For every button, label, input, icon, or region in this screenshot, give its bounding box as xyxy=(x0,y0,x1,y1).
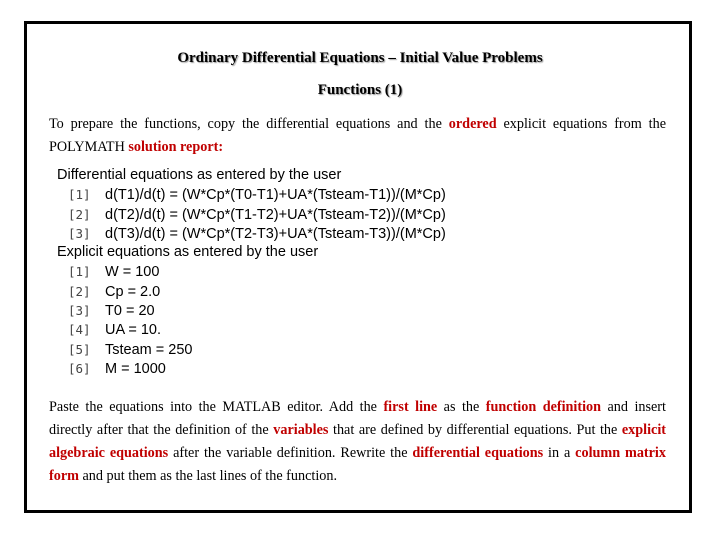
instructions-paragraph xyxy=(49,396,666,488)
explicit-line xyxy=(57,340,577,359)
explicit-line xyxy=(57,301,577,320)
slide-title: Ordinary Differential Equations – Initial Value Problems xyxy=(177,50,543,66)
outro-text: in a xyxy=(543,445,576,461)
outro-text: Paste the equations into the MATLAB editor. Add the xyxy=(49,399,384,415)
explicit-line xyxy=(57,320,577,339)
intro-highlight-ordered: ordered xyxy=(448,116,497,132)
equation-text: W = 100 xyxy=(105,264,160,281)
equation-text: d(T2)/d(t) = (W*Cp*(T1-T2)+UA*(Tsteam-T2))/(M*Cp) xyxy=(105,206,446,223)
equation-text: M = 1000 xyxy=(105,360,166,377)
equation-text: T0 = 20 xyxy=(105,303,155,320)
outro-text: and put them as the last lines of the function. xyxy=(78,468,338,484)
solution-report-block xyxy=(57,166,577,378)
line-number: [3] xyxy=(68,225,91,241)
explicit-line xyxy=(57,262,577,281)
equation-text: Cp = 2.0 xyxy=(105,283,161,300)
line-number: [2] xyxy=(68,206,91,222)
equation-text: UA = 10. xyxy=(105,322,162,339)
outro-text: as the xyxy=(437,399,486,415)
differential-line xyxy=(57,185,577,204)
line-number: [6] xyxy=(68,360,91,376)
equation-text: d(T3)/d(t) = (W*Cp*(T2-T3)+UA*(Tsteam-T3))/(M*Cp) xyxy=(105,225,446,242)
outro-highlight: function definition xyxy=(485,399,602,415)
differential-line xyxy=(57,205,577,224)
intro-highlight-report: solution report: xyxy=(128,139,224,155)
line-number: [1] xyxy=(68,187,91,203)
outro-text: that are defined by differential equations. Put the xyxy=(328,422,622,438)
intro-text-1: To prepare the functions, copy the differential equations and the xyxy=(49,116,449,132)
differential-line xyxy=(57,224,577,243)
explicit-line xyxy=(57,282,577,301)
equation-text: Tsteam = 250 xyxy=(105,341,193,358)
line-number: [3] xyxy=(68,303,91,319)
line-number: [2] xyxy=(68,283,91,299)
outro-highlight: differential equations xyxy=(412,445,544,461)
line-number: [1] xyxy=(68,264,91,280)
equation-text: d(T1)/d(t) = (W*Cp*(T0-T1)+UA*(Tsteam-T1))/(M*Cp) xyxy=(105,187,446,204)
outro-highlight: variables xyxy=(273,422,329,438)
outro-text: after the variable definition. Rewrite the xyxy=(168,445,413,461)
line-number: [4] xyxy=(68,322,91,338)
explicit-heading: Explicit equations as entered by the user xyxy=(57,244,319,261)
outro-text: and insert directly after that the definition of the xyxy=(49,399,666,438)
outro-highlight: explicit algebraic equations xyxy=(49,422,667,461)
intro-paragraph xyxy=(49,113,666,159)
intro-text-2: explicit equations from the POLYMATH xyxy=(49,116,666,155)
slide-subtitle: Functions (1) xyxy=(317,82,403,98)
differential-heading: Differential equations as entered by the user xyxy=(57,167,342,183)
line-number: [5] xyxy=(68,341,91,357)
outro-highlight: column matrix form xyxy=(49,445,666,484)
outro-highlight: first line xyxy=(383,399,438,415)
explicit-line xyxy=(57,359,577,378)
